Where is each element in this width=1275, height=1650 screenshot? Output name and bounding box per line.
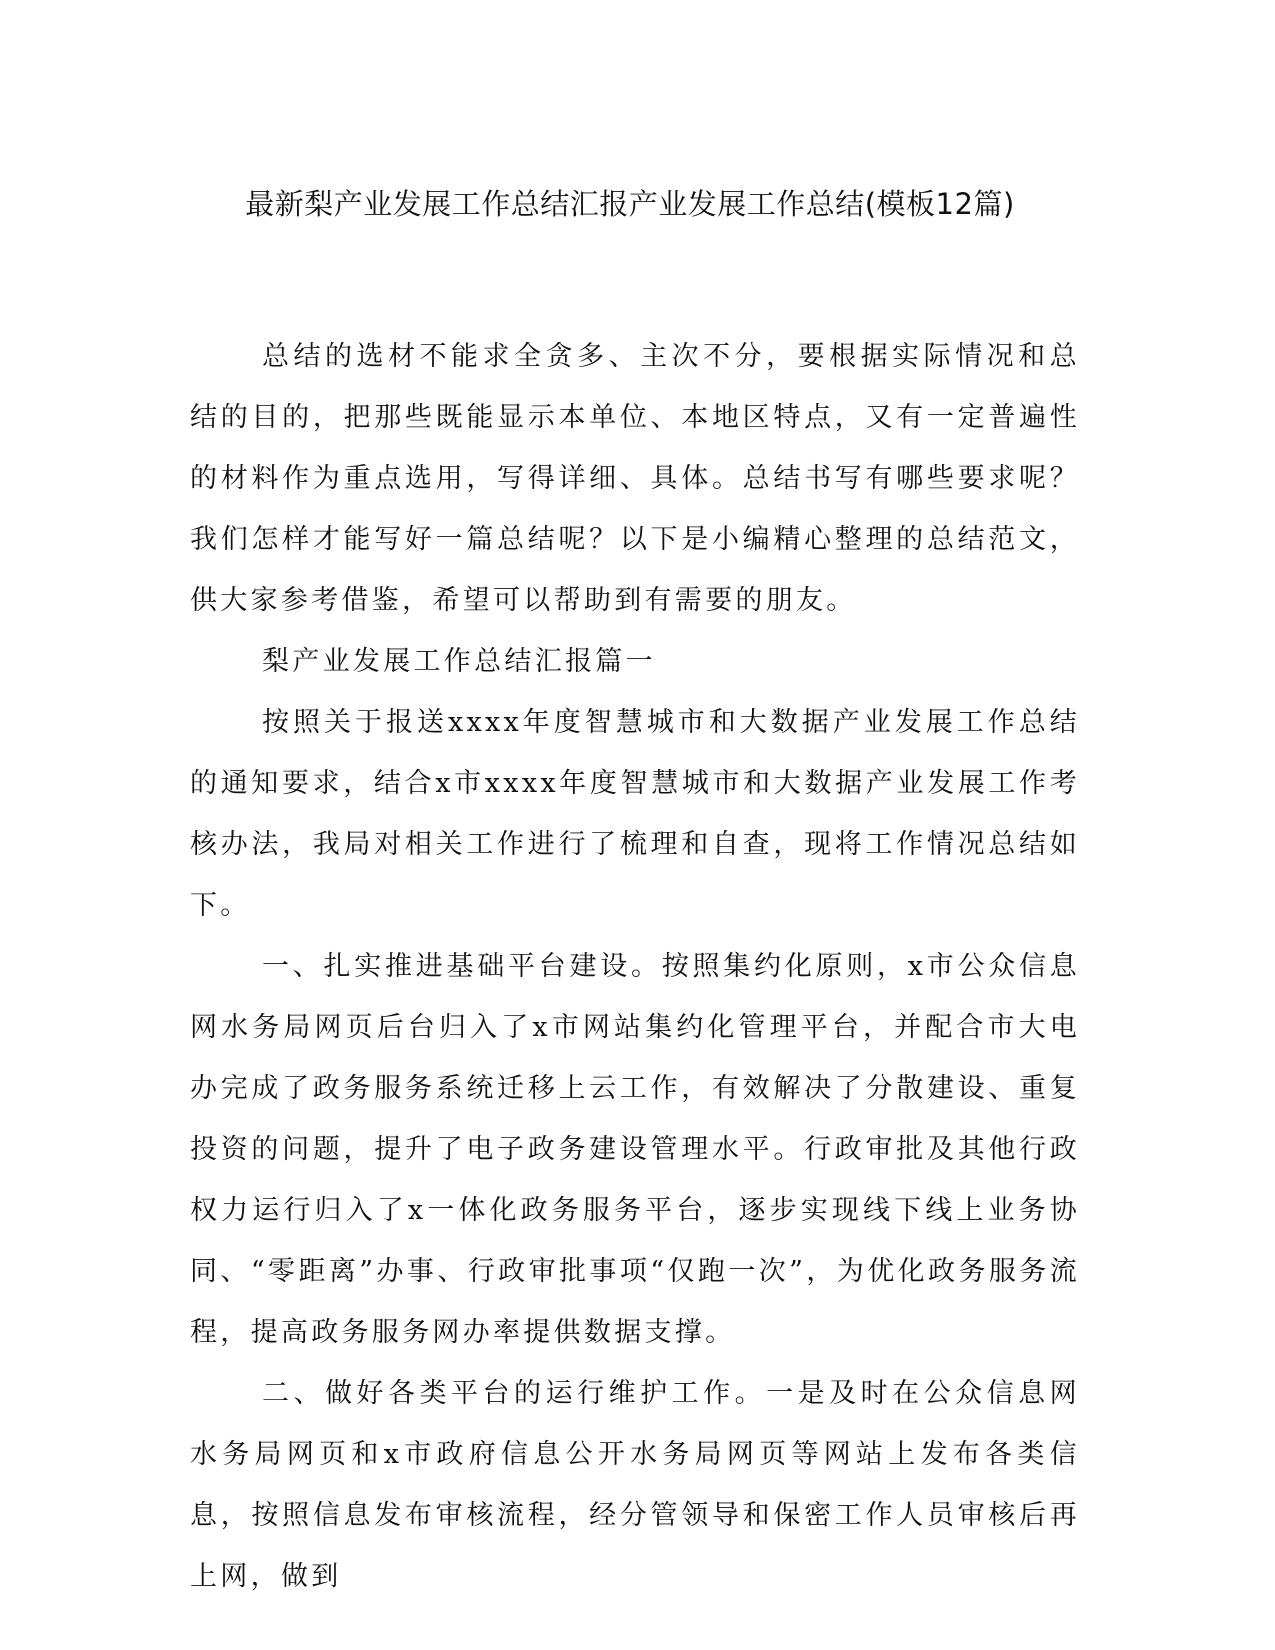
intro-paragraph: 总结的选材不能求全贪多、主次不分，要根据实际情况和总结的目的，把那些既能显示本单位、本地区特点，又有一定普遍性的材料作为重点选用，写得详细、具体。总结书写有哪些要求呢？我们怎样才能写好一篇总结呢？以下是小编精心整理的总结范文，供大家参考借鉴，希望可以帮助到有需要的朋友。	[190, 341, 1080, 616]
document-title: 最新梨产业发展工作总结汇报产业发展工作总结(模板12篇)	[245, 187, 1015, 221]
body-paragraph: 一、扎实推进基础平台建设。按照集约化原则，x市公众信息网水务局网页后台归入了x市网站集约化管理平台，并配合市大电办完成了政务服务系统迁移上云工作，有效解决了分散建设、重复投资的问题，提升了电子政务建设管理水平。行政审批及其他行政权力运行归入了x一体化政务服务平台，逐步实现线下线上业务协同、“零距离”办事、行政审批事项“仅跑一次”，为优化政务服务流程，提高政务服务网办率提供数据支撑。	[190, 951, 1080, 1348]
body-paragraph: 按照关于报送xxxx年度智慧城市和大数据产业发展工作总结的通知要求，结合x市xxxx年度智慧城市和大数据产业发展工作考核办法，我局对相关工作进行了梳理和自查，现将工作情况总结如下。	[190, 707, 1080, 921]
document-body	[190, 326, 1080, 1607]
section-heading: 梨产业发展工作总结汇报篇一	[262, 646, 656, 677]
body-paragraph: 二、做好各类平台的运行维护工作。一是及时在公众信息网水务局网页和x市政府信息公开水务局网页等网站上发布各类信息，按照信息发布审核流程，经分管领导和保密工作人员审核后再上网，做到	[190, 1378, 1080, 1592]
